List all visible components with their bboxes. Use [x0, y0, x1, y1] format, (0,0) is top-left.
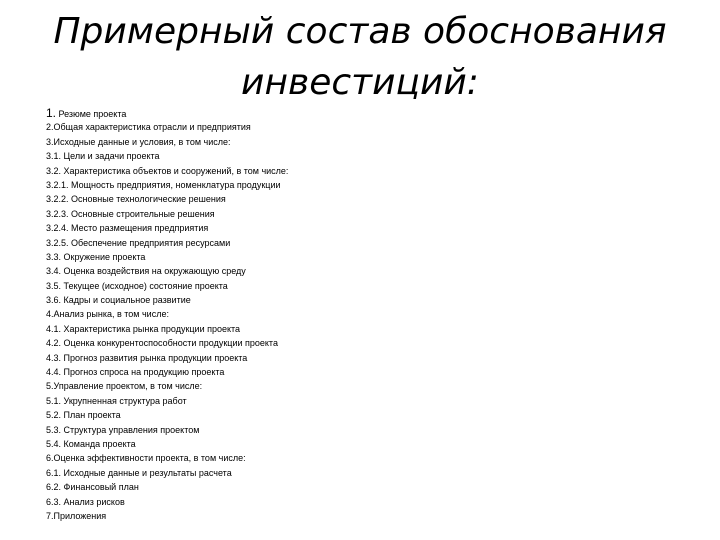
list-item: 3.2.1. Мощность предприятия, номенклатура продукции	[46, 179, 281, 190]
list-item: 5.3. Структура управления проектом	[46, 424, 200, 435]
list-item: 3.1. Цели и задачи проекта	[46, 151, 160, 162]
content-list	[46, 106, 706, 523]
list-item: 7.Приложения	[46, 510, 107, 521]
list-item: 3.2.4. Место размещения предприятия	[46, 223, 209, 234]
list-item: 3.Исходные данные и условия, в том числе:	[46, 136, 231, 147]
list-item: 3.5. Текущее (исходное) состояние проекта	[46, 280, 228, 291]
list-item	[46, 106, 706, 120]
list-item: 5.Управление проектом, в том числе:	[46, 381, 203, 392]
slide-title-line-1: Примерный состав обоснования	[53, 11, 667, 52]
list-item: 3.2.2. Основные технологические решения	[46, 194, 226, 205]
list-item-text: Резюме проекта	[56, 109, 127, 119]
list-item: 3.2.3. Основные строительные решения	[46, 208, 215, 219]
list-item: 4.1. Характеристика рынка продукции проекта	[46, 323, 241, 334]
slide-title-line-2: инвестиций:	[241, 62, 479, 103]
slide-title	[30, 6, 690, 108]
list-item: 3.4. Оценка воздействия на окружающую среду	[46, 266, 246, 277]
list-item: 6.Оценка эффективности проекта, в том числе:	[46, 453, 246, 464]
list-item-number: 1.	[46, 106, 57, 120]
list-item: 3.3. Окружение проекта	[46, 251, 146, 262]
list-item: 5.1. Укрупненная структура работ	[46, 395, 187, 406]
list-item: 6.1. Исходные данные и результаты расчета	[46, 467, 232, 478]
list-item: 6.2. Финансовый план	[46, 482, 139, 493]
list-item: 3.2.5. Обеспечение предприятия ресурсами	[46, 237, 231, 248]
list-item: 4.3. Прогноз развития рынка продукции проекта	[46, 352, 248, 363]
list-item: 3.2. Характеристика объектов и сооружений, в том числе:	[46, 165, 289, 176]
list-item: 4.4. Прогноз спроса на продукцию проекта	[46, 367, 225, 378]
list-item: 5.4. Команда проекта	[46, 438, 136, 449]
list-item: 6.3. Анализ рисков	[46, 496, 125, 507]
list-item: 5.2. План проекта	[46, 410, 121, 421]
list-item: 4.2. Оценка конкурентоспособности продукции проекта	[46, 338, 278, 349]
list-item: 3.6. Кадры и социальное развитие	[46, 295, 191, 306]
list-item: 2.Общая характеристика отрасли и предприятия	[46, 122, 251, 133]
list-item: 4.Анализ рынка, в том числе:	[46, 309, 169, 320]
